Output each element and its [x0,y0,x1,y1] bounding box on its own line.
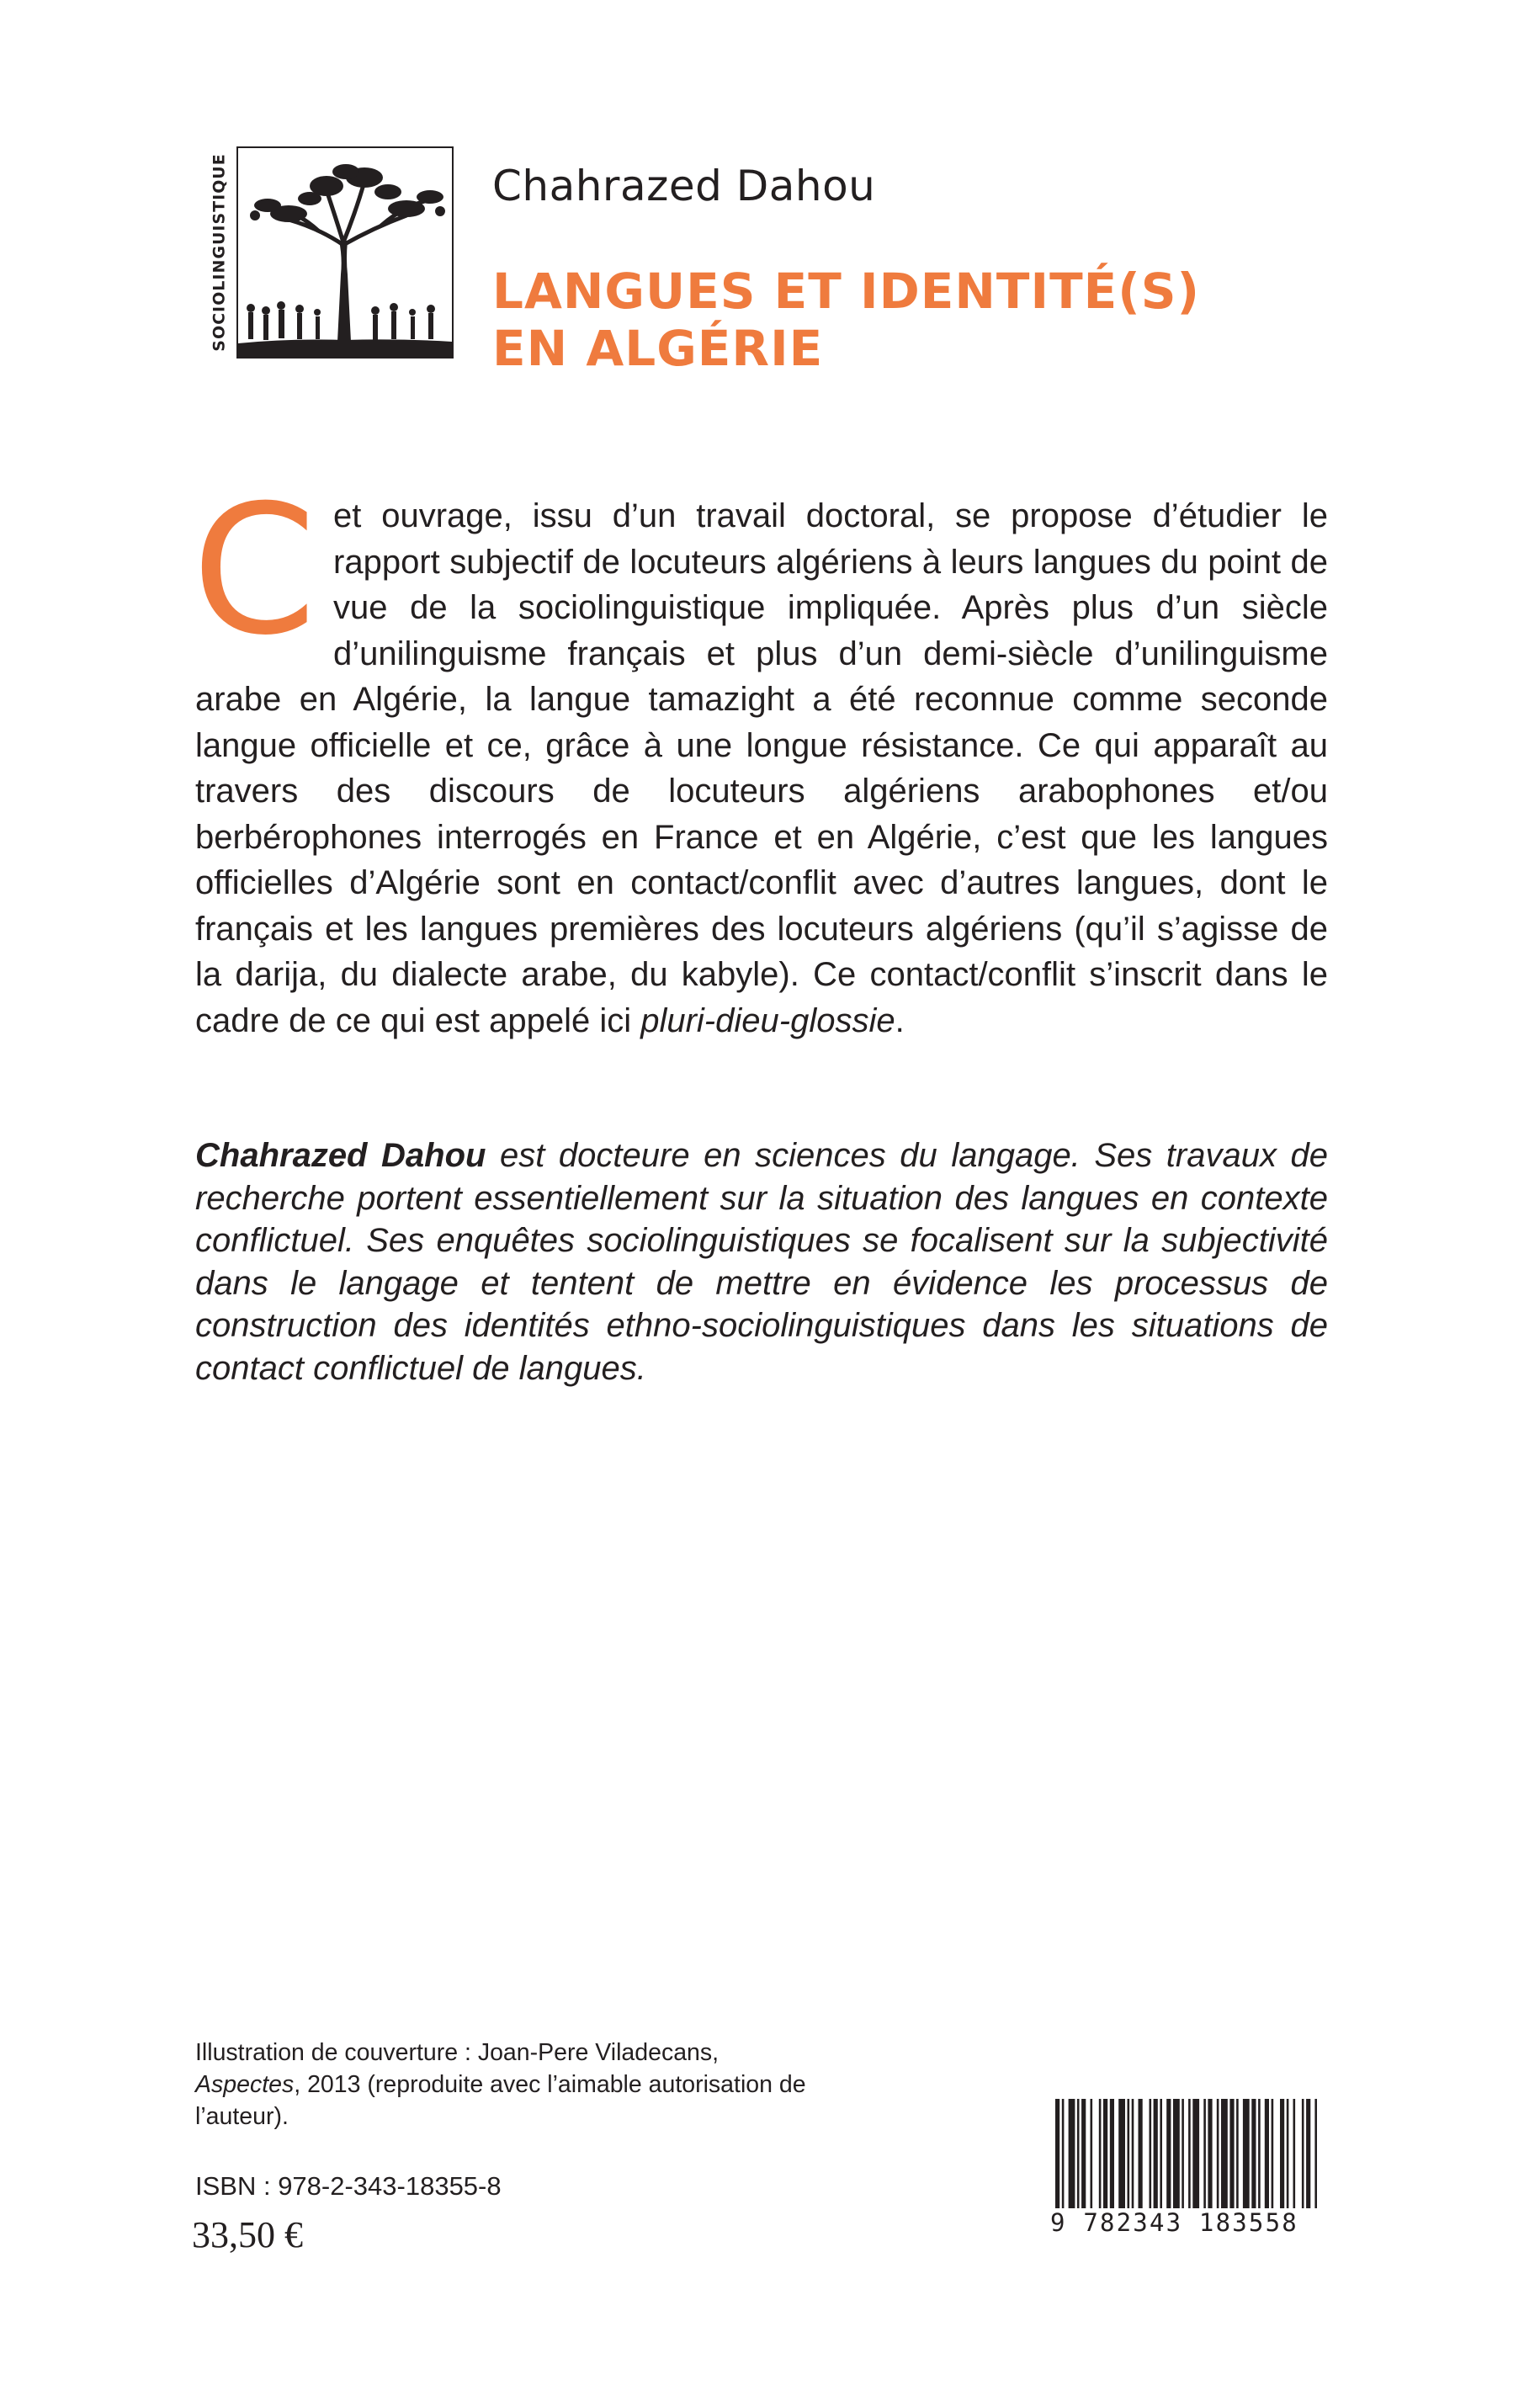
barcode-bar [1062,2099,1065,2208]
barcode-bar [1208,2099,1212,2208]
barcode-bar [1182,2099,1184,2208]
book-title-line-1: LANGUES ET IDENTITÉ(S) [492,263,1201,320]
bio-author-name: Chahrazed Dahou [195,1137,486,1174]
book-title-line-2: EN ALGÉRIE [492,320,824,377]
barcode-bar [1192,2099,1199,2208]
author-bio [195,1134,1328,1389]
barcode-bar [1221,2099,1228,2208]
book-title [492,263,1418,377]
barcode-bar [1091,2099,1093,2208]
barcode-bar [1243,2099,1250,2208]
price: 33,50 € [192,2214,303,2255]
barcode-bar [1154,2099,1158,2208]
summary-term: pluri-dieu-glossie [640,1001,895,1039]
barcode-bar [1236,2099,1239,2208]
barcode-bar [1077,2099,1080,2208]
barcode-bar [1272,2099,1274,2208]
barcode-bar [1203,2099,1206,2208]
barcode-bar [1166,2099,1171,2208]
barcode-bar [1280,2099,1284,2208]
barcode-icon [1050,2099,1328,2264]
bio-text: est docteure en sciences du langage. Ses travaux de recherche portent essentiellement sur la situation des langues en contexte conflictuel. Ses enquêtes sociolinguistiques se focalisent sur la subjectivité dans le langage et tentent de mettre en évidence les processus de construction des identités ethno-sociolinguistiques dans les situations de contact conflictuel de langues. [195,1137,1328,1387]
barcode-bar [1188,2099,1191,2208]
author-name: Chahrazed Dahou [492,162,876,210]
barcode-bar [1103,2099,1107,2208]
barcode-bar [1217,2099,1219,2208]
barcode-bar [1306,2099,1310,2208]
summary-text: et ouvrage, issu d’un travail doctoral, se propose d’étudier le rapport subjectif de locuteurs algériens à leurs langues du point de vue de la sociolinguistique impliquée. Après plus d’un siècle d’unilinguisme français et plus d’un demi-siècle d’unilinguisme arabe en Algérie, la langue tamazight a été reconnue comme seconde langue officielle et ce, grâce à une longue résistance. Ce qui apparaît au travers des discours de locuteurs algériens arabophones et/ou berbérophones interrogés en France et en Algérie, c’est que les langues officielles d’Algérie sont en contact/conflit avec d’autres langues, dont le français et les langues premières des locuteurs algériens (qu’il s’agisse de la darija, du dialecte arabe, du kabyle). Ce contact/conflit s’inscrit dans le cadre de ce qui est appelé ici [195,497,1328,1039]
barcode-bar [1173,2099,1180,2208]
barcode-digits: 9 782343 183558 [1050,2208,1328,2237]
isbn: ISBN : 978-2-343-18355-8 [195,2171,502,2201]
barcode-bar [1287,2099,1289,2208]
barcode-bar [1258,2099,1261,2208]
book-summary [192,466,1328,1044]
barcode-bar [1160,2099,1162,2208]
barcode-bar [1150,2099,1152,2208]
barcode-bar [1081,2099,1086,2208]
barcode-bar [1110,2099,1114,2208]
cover-credits [195,2037,835,2133]
drop-cap: C [192,466,317,674]
barcode-bar [1251,2099,1256,2208]
barcode-bar [1055,2099,1059,2208]
credits-work-title: Aspectes [195,2071,295,2098]
credits-suffix: , 2013 (reproduite avec l’aimable autorisation de l’auteur). [195,2071,806,2130]
barcode-bar [1229,2099,1234,2208]
barcode-bar [1099,2099,1102,2208]
barcode-bar [1132,2099,1134,2208]
series-label: SOCIOLINGUISTIQUE [210,153,230,352]
barcode-bar [1265,2099,1269,2208]
barcode-bar [1128,2099,1130,2208]
barcode-bar [1069,2099,1075,2208]
barcode-bar [1302,2099,1304,2208]
credits-prefix: Illustration de couverture : Joan-Pere Viladecans, [195,2039,720,2066]
barcode-bars [1050,2099,1328,2208]
barcode-bar [1314,2099,1317,2208]
summary-end: . [895,1001,905,1039]
series-logo-illustration [236,146,454,359]
barcode-bar [1139,2099,1143,2208]
barcode-bar [1293,2099,1296,2208]
tree-illustration [238,148,452,357]
barcode-bar [1118,2099,1125,2208]
